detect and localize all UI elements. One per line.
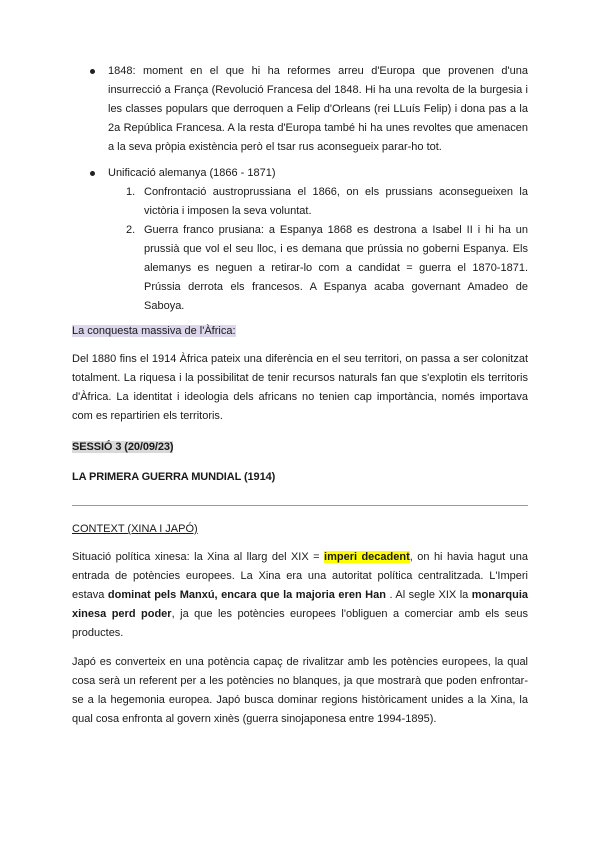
text-run: , ja que les potències europees l'obliguen a comerciar amb els seus productes. bbox=[72, 608, 528, 639]
bullet-dot-icon bbox=[90, 171, 95, 176]
list-number: 1. bbox=[126, 186, 136, 198]
numbered-item-1 bbox=[72, 183, 528, 221]
context-paragraph-1 bbox=[72, 548, 528, 643]
highlight-imperi-decadent: imperi decadent bbox=[324, 551, 410, 563]
numbered-item-text: Guerra franco prusiana: a Espanya 1868 es destrona a Isabel II i hi ha un prussià que vol el seu lloc, i es demana que prússia no goberni Espanya. Els alemanys es neguen a retirar-lo com a candidat = guerra el 1870-1871. Prússia derrota els francesos. A Espanya acaba governant Amadeo de Saboya. bbox=[144, 224, 528, 312]
bullet-text: Unificació alemanya (1866 - 1871) bbox=[108, 167, 276, 179]
numbered-item-2 bbox=[72, 221, 528, 316]
bullet-1848 bbox=[72, 62, 528, 157]
text-run: Situació política xinesa: la Xina al llarg del XIX = bbox=[72, 551, 325, 563]
bullet-text: 1848: moment en el que hi ha reformes arreu d'Europa que provenen d'una insurrecció a França (Revolució Francesa del 1848. Hi ha una revolta de la burgesia i les classes populars que derroquen a Felip d'Orleans (rei LLuís Felip) i dona pas a la 2a República Francesa. A la resta d'Europa també hi ha unes revoltes que amenacen a la seva pròpia existència però el tsar rus aconsegueix parar-ho tot. bbox=[108, 65, 528, 153]
war-title: LA PRIMERA GUERRA MUNDIAL (1914) bbox=[72, 471, 276, 483]
text-run: , on hi havia hagut una entrada de potències europees. La Xina era una autoritat política centralitzada. L'Imperi estava bbox=[72, 551, 528, 601]
document-content bbox=[72, 62, 528, 729]
context-paragraph-2: Japó es converteix en una potència capaç de rivalitzar amb les potències europees, la qual cosa serà un referent per a les potències no blanques, ja que mostrarà que poden enfrontar-se a la hegemonia europea. Japó busca dominar regions històricament unides a la Xina, la qual cosa enfronta al govern xinès (guerra sinojaponesa entre 1994-1895). bbox=[72, 656, 528, 725]
session-label: SESSIÓ 3 (20/09/23) bbox=[72, 441, 174, 453]
horizontal-divider bbox=[72, 505, 528, 506]
text-run: . Al segle XIX la bbox=[385, 589, 472, 601]
bold-monarquia: monarquia xinesa perd poder bbox=[72, 589, 529, 620]
session-line bbox=[72, 438, 528, 457]
context-heading-line bbox=[72, 520, 528, 539]
context-heading: CONTEXT (XINA I JAPÓ) bbox=[72, 523, 198, 535]
bold-manxu: dominat pels Manxú, encara que la majoria eren Han bbox=[107, 589, 386, 601]
africa-heading: La conquesta massiva de l'Àfrica: bbox=[72, 325, 236, 337]
list-number: 2. bbox=[126, 224, 136, 236]
bullet-dot-icon bbox=[90, 69, 95, 74]
africa-paragraph: Del 1880 fins el 1914 Àfrica pateix una diferència en el seu territori, on passa a ser colonitzat totalment. La riquesa i la possibilitat de tenir recursos naturals fan que s'explotin els territoris d'Àfrica. La identitat i ideologia dels africans no tenien cap importància, només importava com es repartirien els territoris. bbox=[72, 353, 528, 422]
bullet-unificacio bbox=[72, 164, 528, 183]
numbered-item-text: Confrontació austroprussiana el 1866, on els prussians aconsegueixen la victòria i imposen la seva voluntat. bbox=[144, 186, 528, 217]
africa-heading-line bbox=[72, 322, 528, 341]
